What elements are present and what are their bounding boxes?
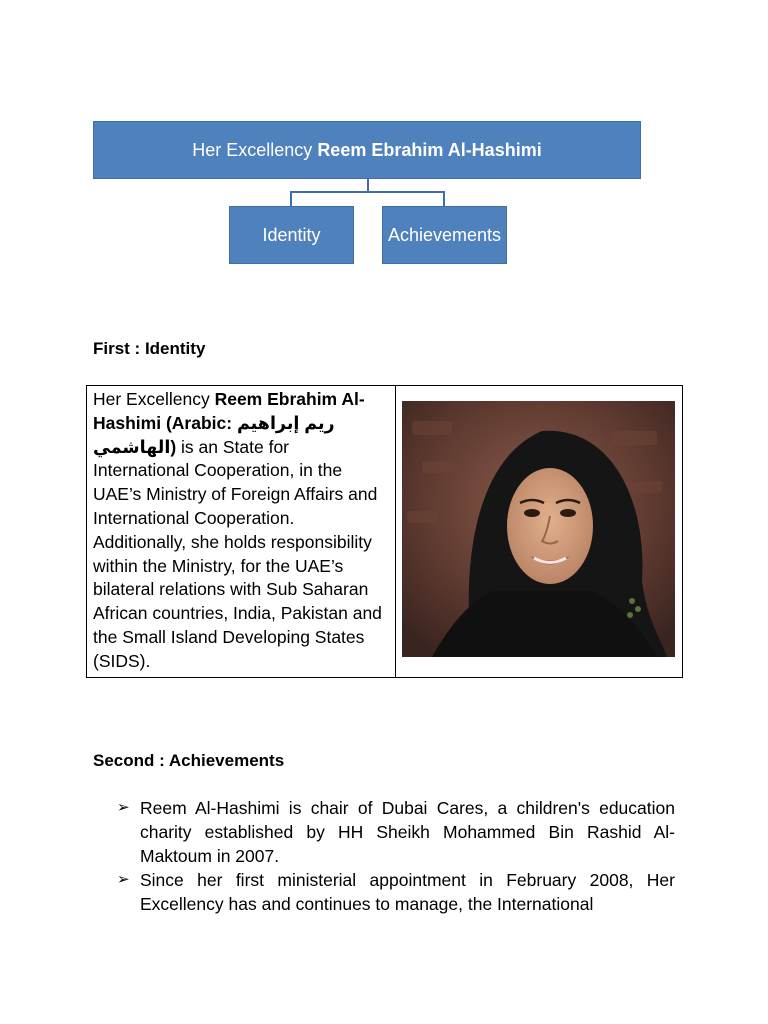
achievement-text: Since her first ministerial appointment in February 2008, Her Excellency has and continues to manage, the International <box>140 870 675 914</box>
portrait-photo <box>402 401 675 657</box>
list-item <box>93 796 675 868</box>
identity-text-cell <box>87 386 396 677</box>
chart-top-name: Reem Ebrahim Al-Hashimi <box>317 139 542 160</box>
chart-achievements-box <box>382 206 507 264</box>
chart-achievements-label: Achievements <box>387 224 502 245</box>
arrow-bullet-icon: ➢ <box>117 799 130 816</box>
photo-cell <box>396 386 682 677</box>
identity-name: Reem Ebrahim Al-Hashimi (Arabic: ريم إبراهيم الهاشمي) <box>93 389 365 457</box>
achievements-heading: Second : Achievements <box>93 751 285 770</box>
identity-heading: First : Identity <box>93 339 206 358</box>
achievements-list <box>93 796 675 916</box>
identity-intro: Her Excellency <box>93 389 215 409</box>
identity-body: is an State for International Cooperation, in the UAE’s Ministry of Foreign Affairs and International Cooperation. Additionally, she holds responsibility within the Ministry, for the UAE’s bilateral relations with Sub Saharan African countries, India, Pakistan and the Small Island Developing States (SIDS). <box>93 436 382 671</box>
connector-horizontal <box>290 191 445 193</box>
achievement-text: Reem Al-Hashimi is chair of Dubai Cares, a children's education charity established by HH Sheikh Mohammed Bin Rashid Al-Maktoum in 2007. <box>140 798 675 866</box>
connector-right-drop <box>443 191 445 206</box>
chart-top-box <box>93 121 641 179</box>
chart-identity-box <box>229 206 354 264</box>
chart-top-prefix: Her Excellency <box>192 139 318 160</box>
chart-identity-label: Identity <box>262 224 321 245</box>
list-item <box>93 868 675 916</box>
arrow-bullet-icon: ➢ <box>117 871 130 888</box>
connector-left-drop <box>290 191 292 206</box>
identity-table <box>86 385 683 678</box>
